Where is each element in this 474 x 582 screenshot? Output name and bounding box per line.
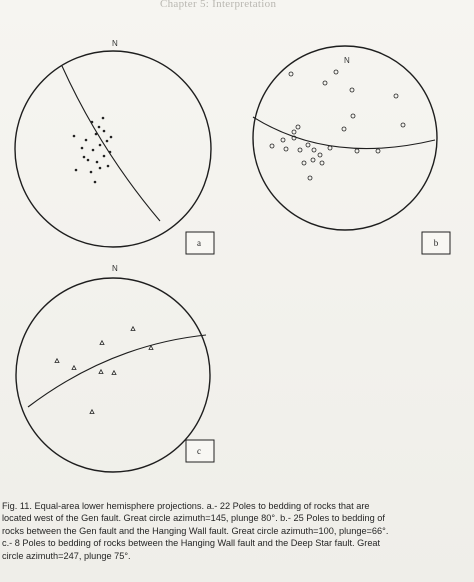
pole-point (95, 133, 98, 136)
stereonet-b (253, 46, 450, 254)
panel-label-b: b (433, 238, 439, 248)
pole-point (401, 123, 405, 127)
pole-point (103, 155, 106, 158)
pole-point (355, 149, 359, 153)
panel-label-c: c (197, 446, 201, 456)
pole-point (334, 70, 338, 74)
pole-point (112, 371, 116, 375)
pole-point (103, 130, 106, 133)
pole-point (328, 146, 332, 150)
pole-point (342, 127, 346, 131)
north-label-a: N (112, 39, 118, 48)
pole-point (376, 149, 380, 153)
pole-point (92, 149, 95, 152)
pole-point (289, 72, 293, 76)
pole-point (106, 140, 109, 143)
pole-point (270, 144, 274, 148)
pole-point (94, 181, 97, 184)
pole-point (109, 151, 112, 154)
pole-point (99, 167, 102, 170)
great-circle-c (28, 335, 206, 407)
pole-point (149, 346, 153, 350)
figure-caption (2, 500, 470, 562)
north-label-b: N (344, 56, 350, 65)
pole-point (73, 135, 76, 138)
pole-point (306, 143, 310, 147)
pole-point (91, 121, 94, 124)
caption-line: Fig. 11. Equal-area lower hemisphere projections. a.- 22 Poles to bedding of rocks that are (2, 501, 370, 511)
caption-line: c.- 8 Poles to bedding of rocks between the Hanging Wall fault and the Deep Star fault. Great (2, 538, 381, 549)
pole-point (131, 327, 135, 331)
great-circle-b (253, 117, 435, 149)
pole-point (72, 366, 76, 370)
pole-point (308, 176, 312, 180)
pole-point (87, 159, 90, 162)
pole-point (292, 130, 296, 134)
primitive-circle-c (16, 278, 210, 472)
pole-point (110, 136, 113, 139)
caption-line: rocks between the Gen fault and the Hanging Wall fault. Great circle azimuth=100, plunge=66°. (2, 525, 389, 536)
pole-point (284, 147, 288, 151)
pole-point (323, 81, 327, 85)
pole-point (394, 94, 398, 98)
pole-point (351, 114, 355, 118)
pole-point (90, 171, 93, 174)
pole-point (296, 125, 300, 129)
poles-a (73, 117, 113, 184)
caption-line: located west of the Gen fault. Great circle azimuth=145, plunge 80°. b.- 25 Poles to bedding of (2, 513, 385, 524)
stereonet-c (16, 264, 214, 472)
running-header: Chapter 5: Interpretation (160, 0, 277, 10)
primitive-circle-a (15, 51, 211, 247)
stereonet-a (15, 39, 214, 254)
pole-point (312, 148, 316, 152)
pole-point (102, 117, 105, 120)
north-label-c: N (112, 264, 118, 273)
caption-line: circle azimuth=247, plunge 75°. (2, 550, 131, 561)
pole-point (75, 169, 78, 172)
poles-c (55, 327, 153, 414)
panel-label-a: a (197, 238, 201, 248)
pole-point (98, 126, 101, 129)
pole-point (83, 156, 86, 159)
pole-point (99, 144, 102, 147)
great-circle-a (62, 66, 160, 221)
poles-b (270, 70, 405, 180)
pole-point (298, 148, 302, 152)
pole-point (107, 165, 110, 168)
pole-point (90, 410, 94, 414)
pole-point (96, 161, 99, 164)
pole-point (55, 359, 59, 363)
pole-point (81, 147, 84, 150)
pole-point (85, 139, 88, 142)
pole-point (320, 161, 324, 165)
pole-point (100, 341, 104, 345)
pole-point (281, 138, 285, 142)
pole-point (311, 158, 315, 162)
primitive-circle-b (253, 46, 437, 230)
pole-point (350, 88, 354, 92)
pole-point (302, 161, 306, 165)
pole-point (99, 370, 103, 374)
pole-point (318, 153, 322, 157)
